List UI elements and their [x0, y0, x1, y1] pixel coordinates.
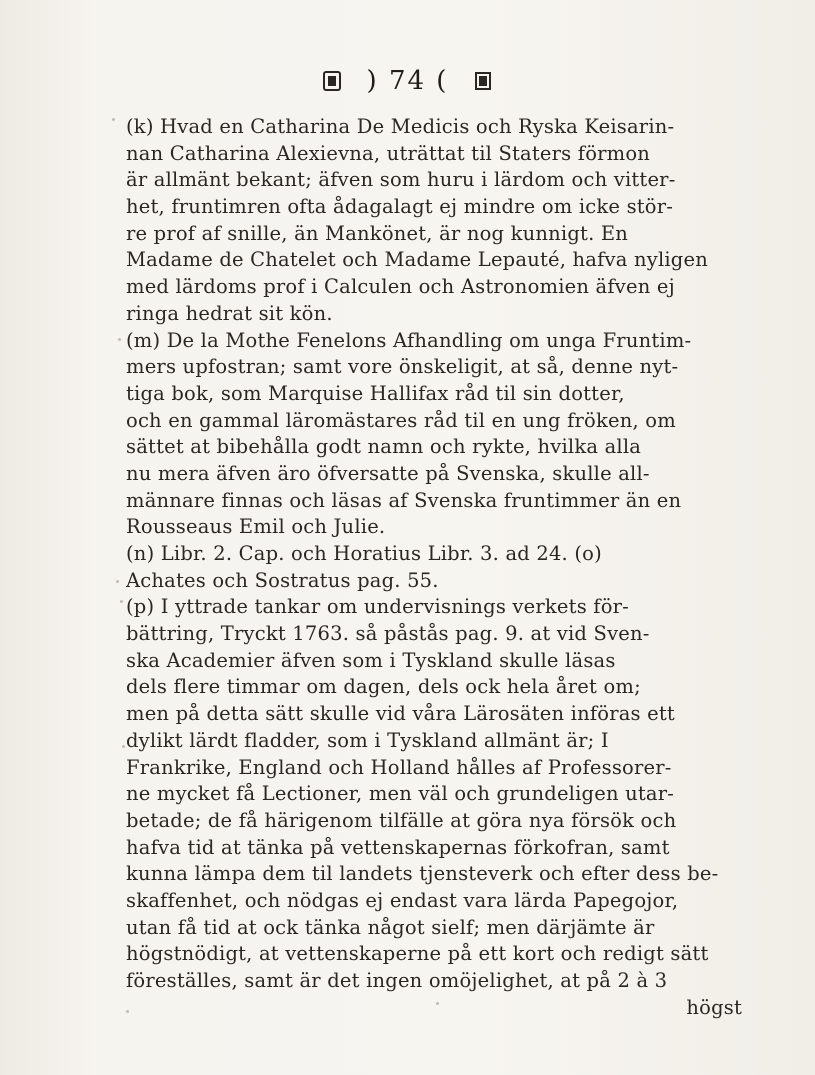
text-line: Rousseaus Emil och Julie. — [126, 515, 386, 539]
text-line: nan Catharina Alexievna, uträttat til Staters förmon — [126, 141, 651, 165]
paper-speck — [118, 338, 121, 341]
text-line: hafva tid at tänka på vettenskapernas förkofran, samt — [126, 835, 670, 859]
text-line: ne mycket få Lectioner, men väl och grundeligen utar- — [126, 782, 675, 806]
paper-speck — [122, 745, 125, 748]
text-line: het, fruntimren ofta ådagalagt ej mindre om icke stör- — [126, 195, 674, 219]
text-line: är allmänt bekant; äfven som huru i lärdom och vitter- — [126, 168, 676, 192]
text-line: dylikt lärdt fladder, som i Tyskland allmänt är; I — [126, 728, 609, 752]
text-line: dels flere timmar om dagen, dels ock hela året om; — [126, 675, 641, 699]
text-line: Frankrike, England och Holland hålles af Professorer- — [126, 755, 672, 779]
text-line: bättring, Tryckt 1763. så påstås pag. 9. at vid Sven- — [126, 622, 650, 646]
catchword: högst — [686, 995, 742, 1019]
text-line: med lärdoms prof i Calculen och Astronomien äfven ej — [126, 275, 675, 299]
text-line: betade; de få härigenom tilfälle at göra nya försök och — [126, 808, 677, 832]
text-line: (n) Libr. 2. Cap. och Horatius Libr. 3. ad 24. (o) — [126, 542, 602, 565]
text-line: utan få tid at ock tänka något sielf; men därjämte är — [126, 915, 655, 939]
text-line: men på detta sätt skulle vid våra Lärosäten införas ett — [126, 702, 675, 726]
paper-speck — [120, 600, 123, 603]
text-line: männare finnas och läsas af Svenska fruntimmer än en — [126, 488, 682, 512]
page-header — [0, 66, 815, 96]
text-line: tiga bok, som Marquise Hallifax råd til sin dotter, — [126, 381, 625, 405]
text-line: och en gammal läromästares råd til en ung fröken, om — [126, 408, 676, 432]
text-line: re prof af snille, än Mankönet, är nog kunnigt. En — [126, 221, 629, 245]
text-line: skaffenhet, och nödgas ej endast vara lärda Papegojor, — [126, 888, 679, 912]
footnotes-text — [126, 114, 754, 1021]
ornament-left-icon — [322, 70, 342, 92]
text-line: Achates och Sostratus pag. 55. — [126, 568, 439, 592]
text-line: ringa hedrat sit kön. — [126, 301, 333, 325]
text-line: nu mera äfven äro öfversatte på Svenska, skulle all- — [126, 461, 650, 485]
text-line: (m) De la Mothe Fenelons Afhandling om unga Fruntim- — [126, 328, 692, 352]
paper-speck — [436, 1002, 439, 1005]
text-line: mers upfostran; samt vore önskeligit, at så, denne nyt- — [126, 355, 679, 379]
text-line: Madame de Chatelet och Madame Lepauté, hafva nyligen — [126, 248, 708, 272]
text-line: föreställes, samt är det ingen omöjelighet, at på 2 à 3 — [126, 969, 668, 992]
text-line: (p) I yttrade tankar om undervisnings verkets för- — [126, 595, 629, 619]
page-number: ) 74 ( — [366, 66, 449, 96]
paper-speck — [112, 118, 115, 121]
text-line: högstnödigt, at vettenskaperne på ett kort och redigt sätt — [126, 942, 709, 966]
text-line: (k) Hvad en Catharina De Medicis och Ryska Keisarin- — [126, 115, 675, 138]
text-line: kunna lämpa dem til landets tjensteverk och efter dess be- — [126, 862, 719, 886]
text-line: sättet at bibehålla godt namn och rykte, hvilka alla — [126, 435, 642, 459]
ornament-right-icon — [473, 70, 493, 92]
paper-speck — [126, 1010, 129, 1013]
text-line: ska Academier äfven som i Tyskland skulle läsas — [126, 648, 616, 672]
paper-speck — [116, 580, 119, 583]
